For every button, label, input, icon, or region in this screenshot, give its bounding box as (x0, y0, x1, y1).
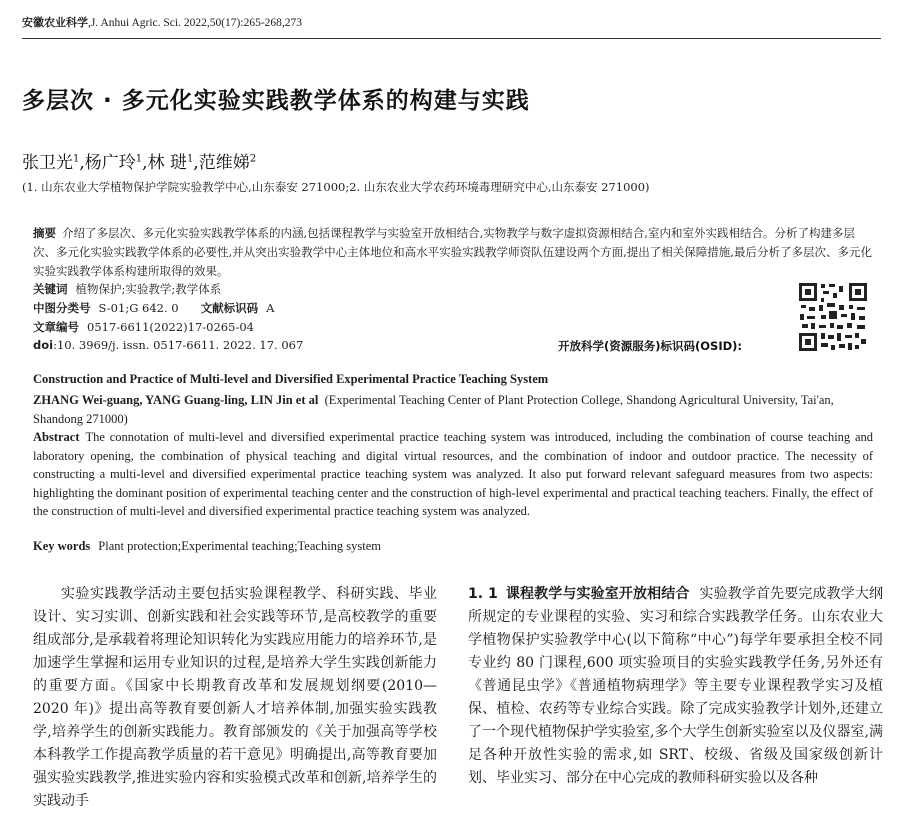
journal-header (22, 14, 302, 30)
author: 杨广玲$^1$, (84, 153, 148, 173)
english-abstract-text: The connotation of multi-level and diversified experimental practice teaching system was introduced, including the combination of course teaching and laboratory opening, the combination of physical teaching and digital virtual resources, and the combination of indoor and outdoor practice. The necessity of constructing a multi-level and diversified experimental practice teaching system was analyzed. It also put forward relevant safeguard measures from two aspects: highlighting the dominant position of experimental teaching center and the construction of high-level experimental and practical teaching teachers. Finally, the effect of the construction of multi-level and diversified experimental practice teaching system was analyzed. (33, 430, 873, 519)
header-rule (22, 38, 881, 39)
doi: doi:10. 3969/j. issn. 0517-6611. 2022. 17. 067 (33, 338, 304, 352)
author: 林 琎$^1$, (147, 153, 199, 173)
paper-title: 多层次 · 多元化实验实践教学体系的构建与实践 (22, 88, 530, 114)
english-authors (33, 391, 873, 429)
abstract-cn-label: 摘要 (33, 226, 56, 240)
abstract-cn-text: 介绍了多层次、多元化实验实践教学体系的内涵,包括课程教学与实验室开放相结合,实物教学与数字虚拟资源相结合,室内和室外实践相结合。分析了构建多层次、多元化实验实践教学体系的必要性,并从突出实验教学中心主体地位和高水平实验实践教学师资队伍建设两个方面,提出了相关保障措施,最后分析了多层次、多元化实验实践教学体系构建所取得的效果。 (33, 226, 872, 278)
osid-label: 开放科学(资源服务)标识码(OSID): (558, 339, 743, 353)
keywords-cn: 关键词 植物保护;实验教学;教学体系 (33, 282, 222, 296)
english-keywords-text: Plant protection;Experimental teaching;Teaching system (98, 539, 382, 553)
english-abstract (33, 428, 873, 521)
article-number: 文章编号 0517-6611(2022)17-0265-04 (33, 320, 254, 334)
body-left-column: 实验实践教学活动主要包括实验课程教学、科研实践、毕业设计、实习实训、创新实践和社会实践等环节,是高校教学的重要组成部分,是承载着将理论知识转化为实践应用能力的培养环节,是加速学生掌握和运用专业知识的过程,是培养大学生实践创新能力的重要方面。《国家中长期教育改革和发展规划纲要(2010—2020 年)》提出高等教育要创新人才培养体制,加强实验实践教学,培养学生的创新实践能力。教育部颁发的《关于加强高等学校本科教学工作提高教学质量的若干意见》明确提出,高等教育要加强实验实践教学,推进实验内容和实验模式改革和创新,培养学生的实践动手 (33, 586, 437, 809)
author: 范维娣$^2$ (198, 153, 257, 173)
section-title: 课程教学与实验室开放相结合 (505, 586, 690, 602)
english-abstract-label: Abstract (33, 430, 80, 444)
english-affiliation: (Experimental Teaching Center of Plant Protection College, Shandong Agricultural University, Tai'an, Shandong 271000) (33, 393, 834, 426)
author: 张卫光$^1$, (22, 153, 85, 173)
english-keywords-label: Key words (33, 539, 91, 553)
section-number: 1. 1 (468, 586, 498, 602)
classification: 中图分类号 S-01;G 642. 0 文献标识码 A (33, 301, 275, 315)
abstract-cn (33, 224, 873, 281)
affiliation: (1. 山东农业大学植物保护学院实验教学中心,山东泰安 271000;2. 山东农业大学农药环境毒理研究中心,山东泰安 271000) (22, 180, 650, 194)
english-author-names: ZHANG Wei-guang, YANG Guang-ling, LIN Jin et al (33, 393, 319, 407)
journal-name: 安徽农业科学 (22, 16, 88, 29)
body-right-column (468, 583, 883, 790)
english-title: Construction and Practice of Multi-level and Diversified Experimental Practice Teaching System (33, 372, 549, 386)
section-text: 实验教学首先要完成教学大纲所规定的专业课程的实验、实习和综合实践教学任务。山东农业大学植物保护实验教学中心(以下简称“中心”)每学年要承担全校不同专业约 80 门课程,600 项实验项目的实验实践教学任务,另外还有《普通昆虫学》《普通植物病理学》等主要专业课程教学实习及植保、植检、农药等专业综合实践。除了完成实验教学计划外,还建立了一个现代植物保护学实验室,多个大学生创新实验室以及仪器室,满足各种开放性实验的需求,如 SRT、校级、省级及国家级创新计划、毕业实习、部分在中心完成的教师科研实验以及各种 (468, 586, 884, 786)
english-keywords (33, 539, 873, 554)
journal-citation: ,J. Anhui Agric. Sci. 2022,50(17):265-268,273 (88, 17, 303, 29)
qr-code-icon (797, 281, 869, 353)
author-list (22, 148, 256, 173)
